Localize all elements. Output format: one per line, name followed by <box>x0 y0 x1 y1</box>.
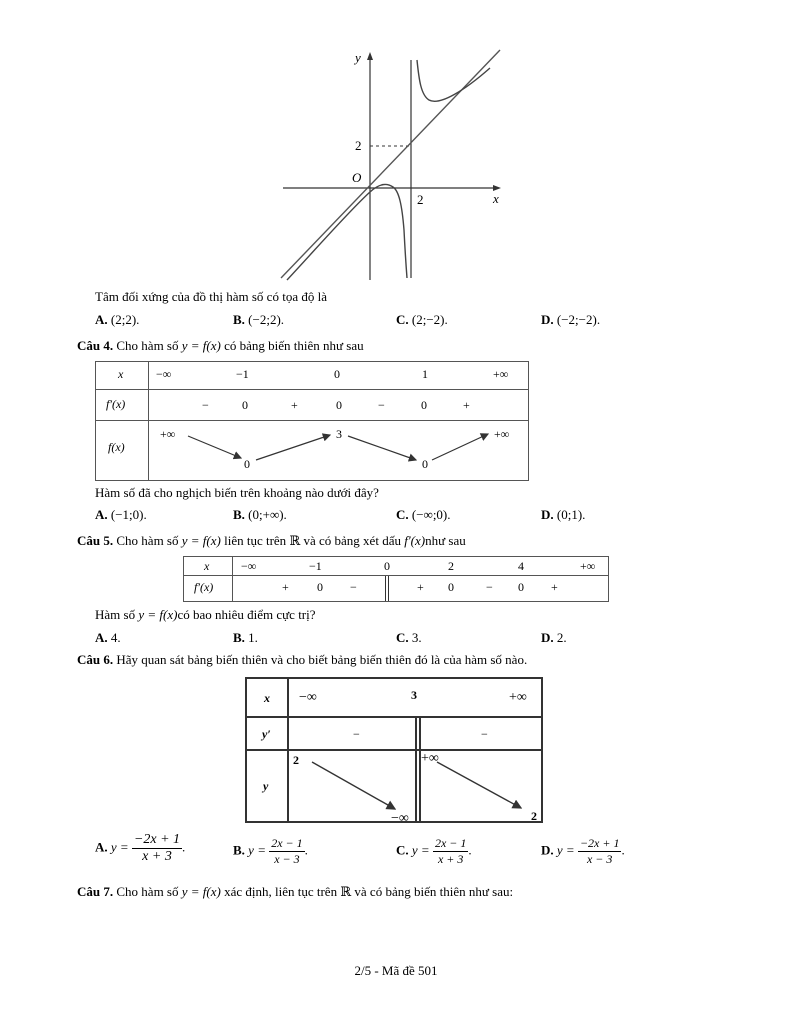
q5-option-c[interactable]: C. 3. <box>396 630 422 645</box>
q5-option-a[interactable]: A. 4. <box>95 630 121 645</box>
q5-fp-5: − <box>486 580 493 594</box>
function-graph <box>275 40 515 285</box>
q4-x-4: +∞ <box>493 367 509 381</box>
q5-fp-4: 0 <box>448 580 454 594</box>
y-axis-label: y <box>355 50 361 65</box>
q6-option-d[interactable]: D. y = $\frac{-2x + 1}{x - 3}$ . <box>541 836 625 866</box>
q5-x-3: 2 <box>448 559 454 573</box>
q4-option-a[interactable]: A. (−1;0). <box>95 507 147 522</box>
q5-fp-6: 0 <box>518 580 524 594</box>
q6-x-1: 3 <box>411 688 417 702</box>
q6-stem: Câu 6. Hãy quan sát bảng biến thiên và cho biết bảng biến thiên đó là của hàm số nào. <box>77 652 528 667</box>
q4-variation-table <box>95 361 529 481</box>
q6-y-1: −∞ <box>391 811 409 826</box>
q5-x-1: −1 <box>309 559 322 573</box>
q3-option-d[interactable]: D. (−2;−2). <box>541 312 601 327</box>
q6-arrows <box>247 749 543 823</box>
q5-row-fp: f′(x) <box>194 580 214 594</box>
q3-question: Tâm đối xứng của đồ thị hàm số có tọa độ là <box>95 289 327 304</box>
q4-x-3: 1 <box>422 367 428 381</box>
q4-x-1: −1 <box>236 367 249 381</box>
q6-y-3: 2 <box>531 809 537 823</box>
q4-f-0: +∞ <box>160 427 176 441</box>
q6-row-x: x <box>264 691 270 705</box>
q6-option-a[interactable]: A. y = $\frac{-2x + 1}{x + 3}$ . <box>95 832 186 864</box>
q6-yp-0: − <box>353 727 360 741</box>
q6-row-yp: y′ <box>262 727 271 741</box>
q4-stem: Câu 4. Cho hàm số y = f(x) có bảng biến thiên như sau <box>77 338 364 353</box>
q6-y-0: 2 <box>293 753 299 767</box>
q6-option-b[interactable]: B. y = $\frac{2x - 1}{x - 3}$ . <box>233 836 308 866</box>
q4-x-0: −∞ <box>156 367 172 381</box>
q6-row-y: y <box>263 779 269 793</box>
q6-x-0: −∞ <box>299 690 317 705</box>
q6-option-c[interactable]: C. y = $\frac{2x - 1}{x + 3}$ . <box>396 836 472 866</box>
q6-yp-1: − <box>481 727 488 741</box>
q4-option-b[interactable]: B. (0;+∞). <box>233 507 287 522</box>
q6-variation-table <box>245 677 543 826</box>
q6-y-2: +∞ <box>421 751 439 766</box>
q5-x-0: −∞ <box>241 559 257 573</box>
q5-x-5: +∞ <box>580 559 596 573</box>
q4-option-d[interactable]: D. (0;1). <box>541 507 586 522</box>
q4-f-2: 3 <box>336 427 342 441</box>
q5-fp-3: + <box>417 580 424 594</box>
q4-fp-1: 0 <box>242 398 248 412</box>
q4-fp-2: + <box>291 398 298 412</box>
q5-fp-0: + <box>282 580 289 594</box>
q5-fp-2: − <box>350 580 357 594</box>
q4-fp-5: 0 <box>421 398 427 412</box>
x-tick-label: 2 <box>417 192 424 207</box>
q4-x-2: 0 <box>334 367 340 381</box>
q4-question: Hàm số đã cho nghịch biến trên khoảng nào dưới đây? <box>95 485 379 500</box>
q4-f-4: +∞ <box>494 427 510 441</box>
q7-stem: Câu 7. Cho hàm số y = f(x) xác định, liên tục trên ℝ và có bảng biến thiên như sau: <box>77 884 514 899</box>
q3-option-b[interactable]: B. (−2;2). <box>233 312 285 327</box>
q5-sign-table <box>183 556 609 602</box>
q6-x-2: +∞ <box>509 690 527 705</box>
q4-fp-6: + <box>463 398 470 412</box>
q5-option-b[interactable]: B. 1. <box>233 630 258 645</box>
q3-option-c[interactable]: C. (2;−2). <box>396 312 448 327</box>
q5-row-x: x <box>204 559 210 573</box>
q4-fp-0: − <box>202 398 209 412</box>
q4-f-3: 0 <box>422 457 428 471</box>
q4-arrows <box>96 420 528 480</box>
q5-fp-1: 0 <box>317 580 323 594</box>
q5-fp-7: + <box>551 580 558 594</box>
y-tick-label: 2 <box>355 138 362 153</box>
q5-question: Hàm số y = f(x)có bao nhiêu điểm cực trị? <box>95 607 316 622</box>
q5-x-4: 4 <box>518 559 524 573</box>
q5-stem: Câu 5. Cho hàm số y = f(x) liên tục trên ℝ và có bảng xét dấu f′(x)như sau <box>77 533 466 548</box>
q5-option-d[interactable]: D. 2. <box>541 630 567 645</box>
q4-row-f: f(x) <box>108 440 125 454</box>
origin-label: O <box>352 170 362 185</box>
x-axis-label: x <box>493 191 499 206</box>
q3-option-a[interactable]: A. (2;2). <box>95 312 140 327</box>
q5-x-2: 0 <box>384 559 390 573</box>
q4-row-fp: f′(x) <box>106 397 126 411</box>
q4-f-1: 0 <box>244 457 250 471</box>
q4-row-x: x <box>118 367 124 381</box>
page-footer: 2/5 - Mã đề 501 <box>354 963 438 978</box>
q4-option-c[interactable]: C. (−∞;0). <box>396 507 451 522</box>
q4-fp-3: 0 <box>336 398 342 412</box>
q4-fp-4: − <box>378 398 385 412</box>
